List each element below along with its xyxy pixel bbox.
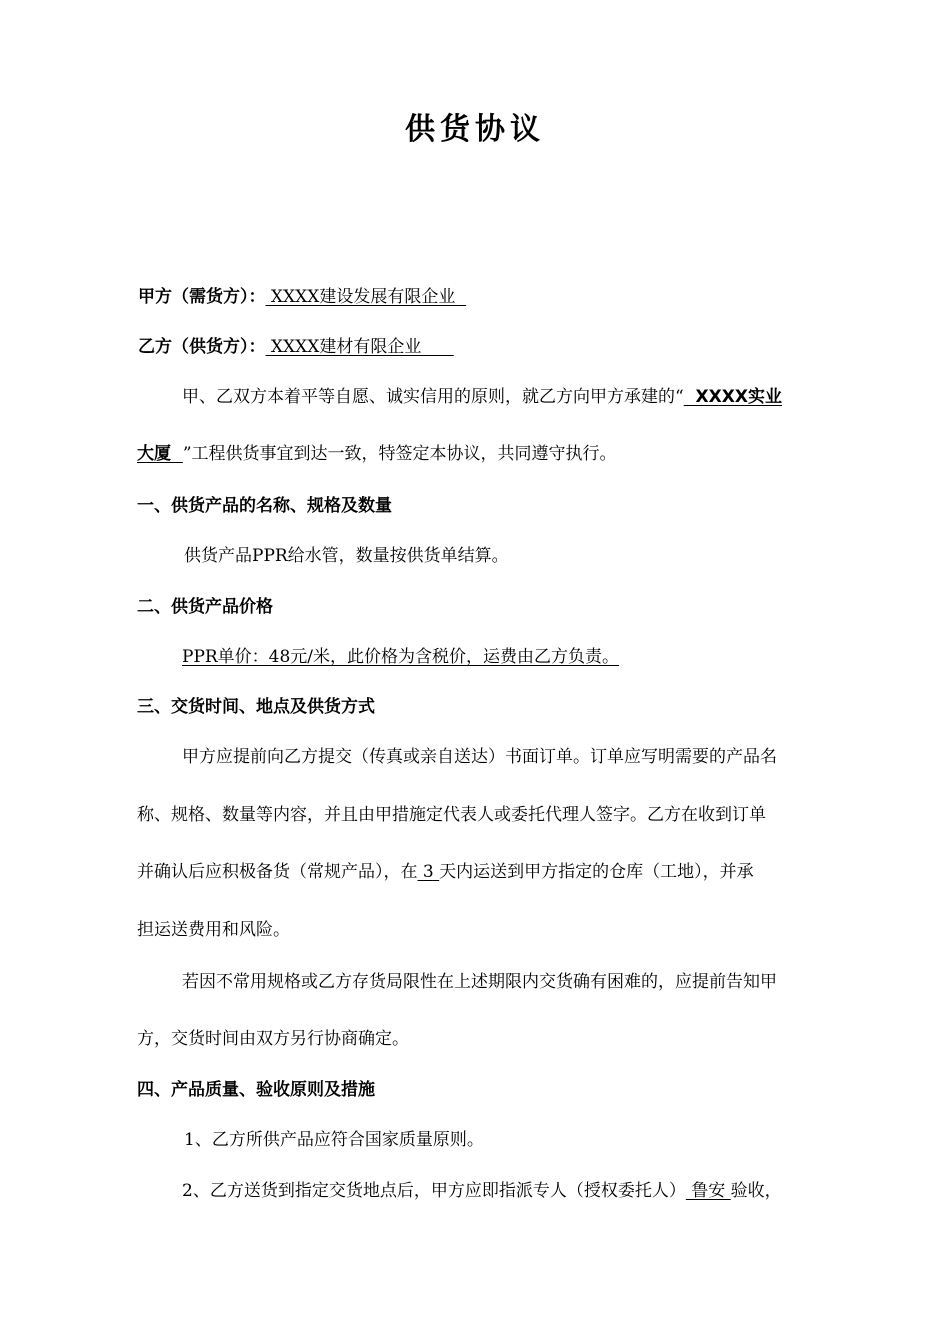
intro-project-2: 大厦 — [137, 444, 183, 464]
intro-project-1: XXXX实业 — [683, 387, 782, 407]
section-3-heading: 三、交货时间、地点及供货方式 — [137, 697, 375, 717]
section-4-item-2a: 2、乙方送货到指定交货地点后，甲方应即指派专人（授权委托人） — [182, 1181, 686, 1201]
price-text: PPR单价：48元/米，此价格为含税价，运费由乙方负责。 — [182, 647, 620, 667]
section-3-p1-line-2: 称、规格、数量等内容，并且由甲措施定代表人或委托代理人签字。乙方在收到订单 — [137, 805, 766, 825]
party-b-line — [138, 335, 454, 359]
section-4-item-2b: 验收， — [730, 1181, 782, 1201]
section-1-heading: 一、供货产品的名称、规格及数量 — [137, 496, 392, 516]
delivery-days: 3 — [417, 862, 440, 882]
section-1-body: 供货产品PPR给水管，数量按供货单结算。 — [184, 546, 509, 566]
intro-text-2: ”工程供货事宜到达一致，特签定本协议，共同遵守执行。 — [182, 444, 617, 464]
section-3-p1-line-3 — [137, 860, 754, 884]
party-a-line — [138, 285, 466, 309]
section-2-heading: 二、供货产品价格 — [137, 597, 273, 617]
party-a-name: XXXX建设发展有限企业 — [265, 287, 467, 307]
section-4-item-1: 1、乙方所供产品应符合国家质量原则。 — [184, 1130, 484, 1150]
document-title: 供货协议 — [405, 112, 545, 147]
section-3-p2-line-1: 若因不常用规格或乙方存货局限性在上述期限内交货确有困难的，应提前告知甲 — [182, 972, 777, 992]
party-a-label: 甲方（需货方）： — [138, 287, 266, 307]
section-3-p2-line-2: 方，交货时间由双方另行协商确定。 — [137, 1029, 409, 1049]
party-b-name: XXXX建材有限企业 — [265, 337, 454, 357]
intro-line-2 — [137, 442, 617, 466]
party-b-label: 乙方（供货方）： — [138, 337, 266, 357]
section-3-p1-line-3b: 天内运送到甲方指定的仓库（工地），并承 — [439, 862, 754, 882]
section-3-p1-line-3a: 并确认后应积极备货（常规产品），在 — [137, 862, 418, 882]
intro-line-1 — [182, 385, 782, 409]
section-3-p1-line-4: 担运送费用和风险。 — [137, 920, 290, 940]
intro-text-1: 甲、乙双方本着平等自愿、诚实信用的原则，就乙方向甲方承建的“ — [182, 387, 684, 407]
section-4-heading: 四、产品质量、验收原则及措施 — [137, 1080, 375, 1100]
section-3-p1-line-1: 甲方应提前向乙方提交（传真或亲自送达）书面订单。订单应写明需要的产品名 — [182, 747, 777, 767]
section-4-item-2 — [182, 1179, 782, 1203]
section-2-body — [182, 645, 619, 669]
inspector-name: 鲁安 — [685, 1181, 731, 1201]
